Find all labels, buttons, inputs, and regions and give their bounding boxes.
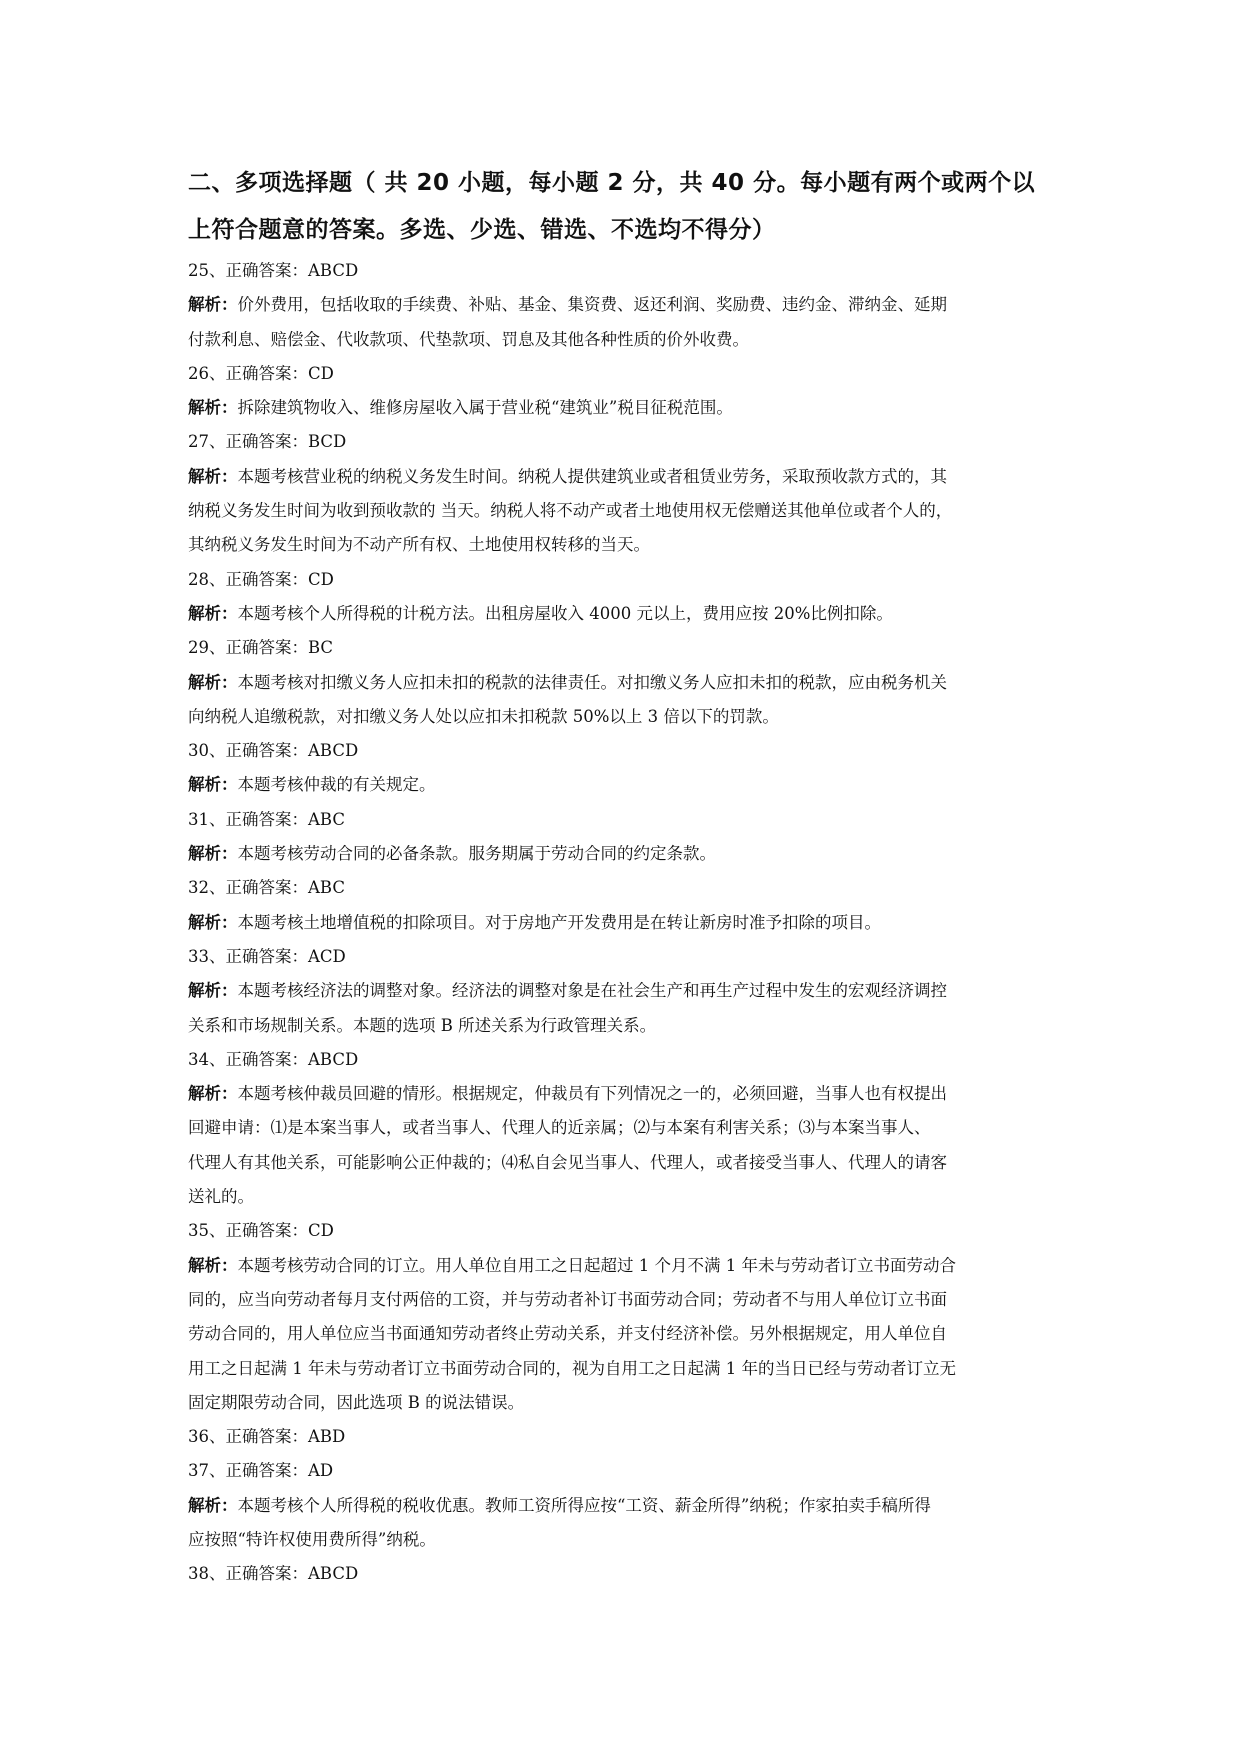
analysis-block	[188, 974, 1058, 1043]
analysis-block	[188, 597, 1058, 631]
analysis-text: 用工之日起满 1 年未与劳动者订立书面劳动合同的，视为自用工之日起满 1 年的当日已经与劳动者订立无	[188, 1358, 956, 1378]
analysis-text: 同的，应当向劳动者每月支付两倍的工资，并与劳动者补订书面劳动合同；劳动者不与用人单位订立书面	[188, 1289, 947, 1309]
answer-line: 29、正确答案：BC	[188, 638, 334, 658]
analysis-block	[188, 288, 1058, 357]
answer-line: 31、正确答案：ABC	[188, 809, 345, 829]
analysis-text: 代理人有其他关系，可能影响公正仲裁的；⑷私自会见当事人、代理人，或者接受当事人、代理人的请客	[188, 1152, 947, 1172]
analysis-line	[188, 1523, 1058, 1557]
analysis-text: 本题考核营业税的纳税义务发生时间。纳税人提供建筑业或者租赁业劳务，采取预收款方式的，其	[237, 466, 947, 486]
analysis-label: 解析：	[188, 912, 238, 932]
analysis-line	[188, 323, 1058, 357]
analysis-line	[188, 597, 1058, 631]
analysis-block	[188, 768, 1058, 802]
answer-line: 28、正确答案：CD	[188, 569, 334, 589]
analysis-text: 应按照“特许权使用费所得”纳税。	[188, 1529, 436, 1549]
analysis-label: 解析：	[188, 775, 238, 795]
analysis-text: 拆除建筑物收入、维修房屋收入属于营业税“建筑业”税目征税范围。	[237, 398, 733, 418]
analysis-text: 本题考核个人所得税的计税方法。出租房屋收入 4000 元以上，费用应按 20%比例扣除。	[237, 603, 893, 623]
answer-line: 38、正确答案：ABCD	[188, 1564, 359, 1584]
analysis-label: 解析：	[188, 295, 238, 315]
analysis-line	[188, 1352, 1058, 1386]
analysis-block	[188, 837, 1058, 871]
analysis-text: 价外费用，包括收取的手续费、补贴、基金、集资费、返还利润、奖励费、违约金、滞纳金、延期	[237, 295, 947, 315]
document-page	[188, 160, 1058, 1592]
analysis-line	[188, 1283, 1058, 1317]
analysis-label: 解析：	[188, 1495, 238, 1515]
analysis-text: 劳动合同的，用人单位应当书面通知劳动者终止劳动关系，并支付经济补偿。另外根据规定，用人单位自	[188, 1324, 947, 1344]
analysis-text: 本题考核对扣缴义务人应扣未扣的税款的法律责任。对扣缴义务人应扣未扣的税款，应由税务机关	[237, 672, 947, 692]
answer-line: 27、正确答案：BCD	[188, 432, 347, 452]
analysis-line	[188, 974, 1058, 1008]
analysis-line	[188, 1111, 1058, 1145]
analysis-line	[188, 837, 1058, 871]
analysis-block	[188, 906, 1058, 940]
analysis-line	[188, 1009, 1058, 1043]
analysis-label: 解析：	[188, 981, 238, 1001]
analysis-line	[188, 1180, 1058, 1214]
analysis-block	[188, 666, 1058, 735]
analysis-line	[188, 1146, 1058, 1180]
analysis-line	[188, 1386, 1058, 1420]
analysis-line	[188, 528, 1058, 562]
analysis-line	[188, 494, 1058, 528]
analysis-text: 本题考核仲裁的有关规定。	[237, 775, 436, 795]
analysis-line	[188, 391, 1058, 425]
analysis-text: 固定期限劳动合同，因此选项 B 的说法错误。	[188, 1392, 525, 1412]
analysis-line	[188, 288, 1058, 322]
analysis-line	[188, 700, 1058, 734]
answer-line: 32、正确答案：ABC	[188, 878, 345, 898]
analysis-label: 解析：	[188, 844, 238, 864]
analysis-line	[188, 1317, 1058, 1351]
section-heading-line-1: 二、多项选择题（ 共 20 小题，每小题 2 分，共 40 分。每小题有两个或两个以	[188, 170, 1036, 196]
answer-line: 35、正确答案：CD	[188, 1221, 334, 1241]
analysis-text: 向纳税人追缴税款，对扣缴义务人处以应扣未扣税款 50%以上 3 倍以下的罚款。	[188, 706, 779, 726]
answer-line: 37、正确答案：AD	[188, 1461, 334, 1481]
section-heading	[188, 160, 1058, 254]
analysis-text: 纳税义务发生时间为收到预收款的 当天。纳税人将不动产或者土地使用权无偿赠送其他单位或者个人的，	[188, 501, 953, 521]
section-heading-line-2: 上符合题意的答案。多选、少选、错选、不选均不得分）	[188, 217, 776, 243]
analysis-block	[188, 1077, 1058, 1214]
analysis-label: 解析：	[188, 603, 238, 623]
analysis-text: 本题考核劳动合同的订立。用人单位自用工之日起超过 1 个月不满 1 年未与劳动者订立书面劳动合	[237, 1255, 956, 1275]
analysis-text: 关系和市场规制关系。本题的选项 B 所述关系为行政管理关系。	[188, 1015, 657, 1035]
analysis-label: 解析：	[188, 1084, 238, 1104]
analysis-text: 回避申请：⑴是本案当事人，或者当事人、代理人的近亲属；⑵与本案有利害关系；⑶与本案当事人、	[188, 1118, 931, 1138]
analysis-line	[188, 906, 1058, 940]
answer-line: 30、正确答案：ABCD	[188, 741, 359, 761]
analysis-label: 解析：	[188, 672, 238, 692]
analysis-text: 送礼的。	[188, 1187, 254, 1207]
answer-line: 26、正确答案：CD	[188, 363, 334, 383]
analysis-text: 本题考核经济法的调整对象。经济法的调整对象是在社会生产和再生产过程中发生的宏观经济调控	[237, 981, 947, 1001]
analysis-line	[188, 1249, 1058, 1283]
analysis-block	[188, 1489, 1058, 1558]
answer-line: 33、正确答案：ACD	[188, 946, 346, 966]
analysis-text: 付款利息、赔偿金、代收款项、代垫款项、罚息及其他各种性质的价外收费。	[188, 329, 749, 349]
answer-line: 25、正确答案：ABCD	[188, 261, 359, 280]
analysis-text: 本题考核劳动合同的必备条款。服务期属于劳动合同的约定条款。	[237, 844, 716, 864]
answer-list	[188, 254, 1058, 1592]
analysis-text: 本题考核土地增值税的扣除项目。对于房地产开发费用是在转让新房时准予扣除的项目。	[237, 912, 881, 932]
analysis-block	[188, 460, 1058, 563]
analysis-label: 解析：	[188, 466, 238, 486]
analysis-text: 本题考核仲裁员回避的情形。根据规定，仲裁员有下列情况之一的，必须回避，当事人也有权提出	[237, 1084, 947, 1104]
analysis-line	[188, 666, 1058, 700]
analysis-block	[188, 1249, 1058, 1420]
analysis-text: 其纳税义务发生时间为不动产所有权、土地使用权转移的当天。	[188, 535, 650, 555]
analysis-line	[188, 1077, 1058, 1111]
analysis-block	[188, 391, 1058, 425]
analysis-label: 解析：	[188, 398, 238, 418]
analysis-line	[188, 460, 1058, 494]
answer-line: 36、正确答案：ABD	[188, 1427, 346, 1447]
analysis-text: 本题考核个人所得税的税收优惠。教师工资所得应按“工资、薪金所得”纳税；作家拍卖手稿所得	[237, 1495, 931, 1515]
answer-line: 34、正确答案：ABCD	[188, 1049, 359, 1069]
analysis-label: 解析：	[188, 1255, 238, 1275]
analysis-line	[188, 768, 1058, 802]
analysis-line	[188, 1489, 1058, 1523]
